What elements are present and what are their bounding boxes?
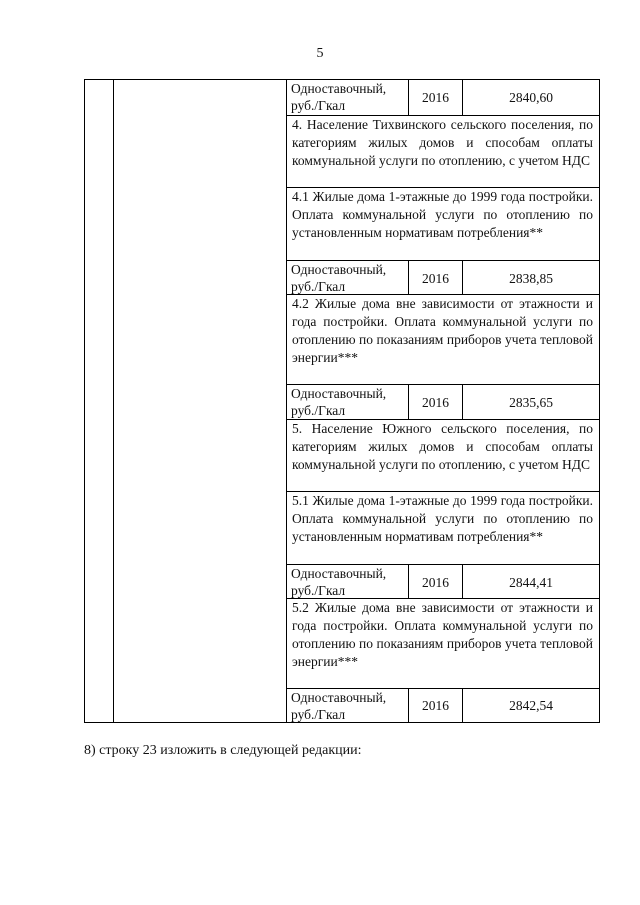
cell-divider	[462, 688, 463, 723]
value-cell: 2838,85	[509, 271, 553, 286]
cell-divider	[408, 564, 409, 598]
category-description: 5.1 Жилые дома 1-этажные до 1999 года постройки. Оплата коммунальной услуги по отоплению по установленным нормативам потребления**	[292, 493, 593, 544]
cell-divider	[462, 79, 463, 115]
category-description: 4.2 Жилые дома вне зависимости от этажности и года постройки. Оплата коммунальной услуги по отоплению по показаниям приборов учета тепловой энергии***	[292, 296, 593, 365]
row-separator	[286, 294, 600, 295]
row-separator	[286, 115, 600, 116]
cell-divider	[462, 260, 463, 294]
cell-divider	[462, 384, 463, 419]
rate-cell: Одноставочный, руб./Гкал	[291, 262, 387, 294]
rate-cell: Одноставочный, руб./Гкал	[291, 81, 387, 113]
cell-divider	[408, 384, 409, 419]
cell-divider	[408, 260, 409, 294]
value-cell: 2840,60	[509, 90, 553, 105]
row-separator	[286, 260, 600, 261]
category-description: 5.2 Жилые дома вне зависимости от этажности и года постройки. Оплата коммунальной услуги по отоплению по показаниям приборов учета тепловой энергии***	[292, 600, 593, 669]
value-cell: 2835,65	[509, 395, 553, 410]
rate-cell: Одноставочный, руб./Гкал	[291, 566, 387, 598]
row-separator	[286, 187, 600, 188]
category-description: 4. Население Тихвинского сельского поселения, по категориям жилых домов и способам оплаты коммунальной услуги по отоплению, с учетом НДС	[292, 117, 593, 168]
year-cell: 2016	[422, 698, 449, 713]
category-description: 4.1 Жилые дома 1-этажные до 1999 года постройки. Оплата коммунальной услуги по отоплению по установленным нормативам потребления**	[292, 189, 593, 240]
year-cell: 2016	[422, 395, 449, 410]
year-cell: 2016	[422, 271, 449, 286]
row-separator	[286, 419, 600, 420]
cell-divider	[408, 688, 409, 723]
cell-divider	[462, 564, 463, 598]
page-number: 5	[316, 46, 324, 61]
row-separator	[286, 564, 600, 565]
category-description: 5. Население Южного сельского поселения, по категориям жилых домов и способам оплаты коммунальной услуги по отоплению, с учетом НДС	[292, 421, 593, 472]
instruction-paragraph: 8) строку 23 изложить в следующей редакции:	[84, 743, 362, 758]
rate-cell: Одноставочный, руб./Гкал	[291, 690, 387, 722]
row-separator	[286, 384, 600, 385]
value-cell: 2842,54	[509, 698, 553, 713]
row-separator	[286, 688, 600, 689]
table-column-divider	[113, 79, 114, 723]
row-separator	[286, 598, 600, 599]
value-cell: 2844,41	[509, 575, 553, 590]
year-cell: 2016	[422, 575, 449, 590]
rate-cell: Одноставочный, руб./Гкал	[291, 386, 387, 418]
row-separator	[286, 491, 600, 492]
cell-divider	[408, 79, 409, 115]
year-cell: 2016	[422, 90, 449, 105]
